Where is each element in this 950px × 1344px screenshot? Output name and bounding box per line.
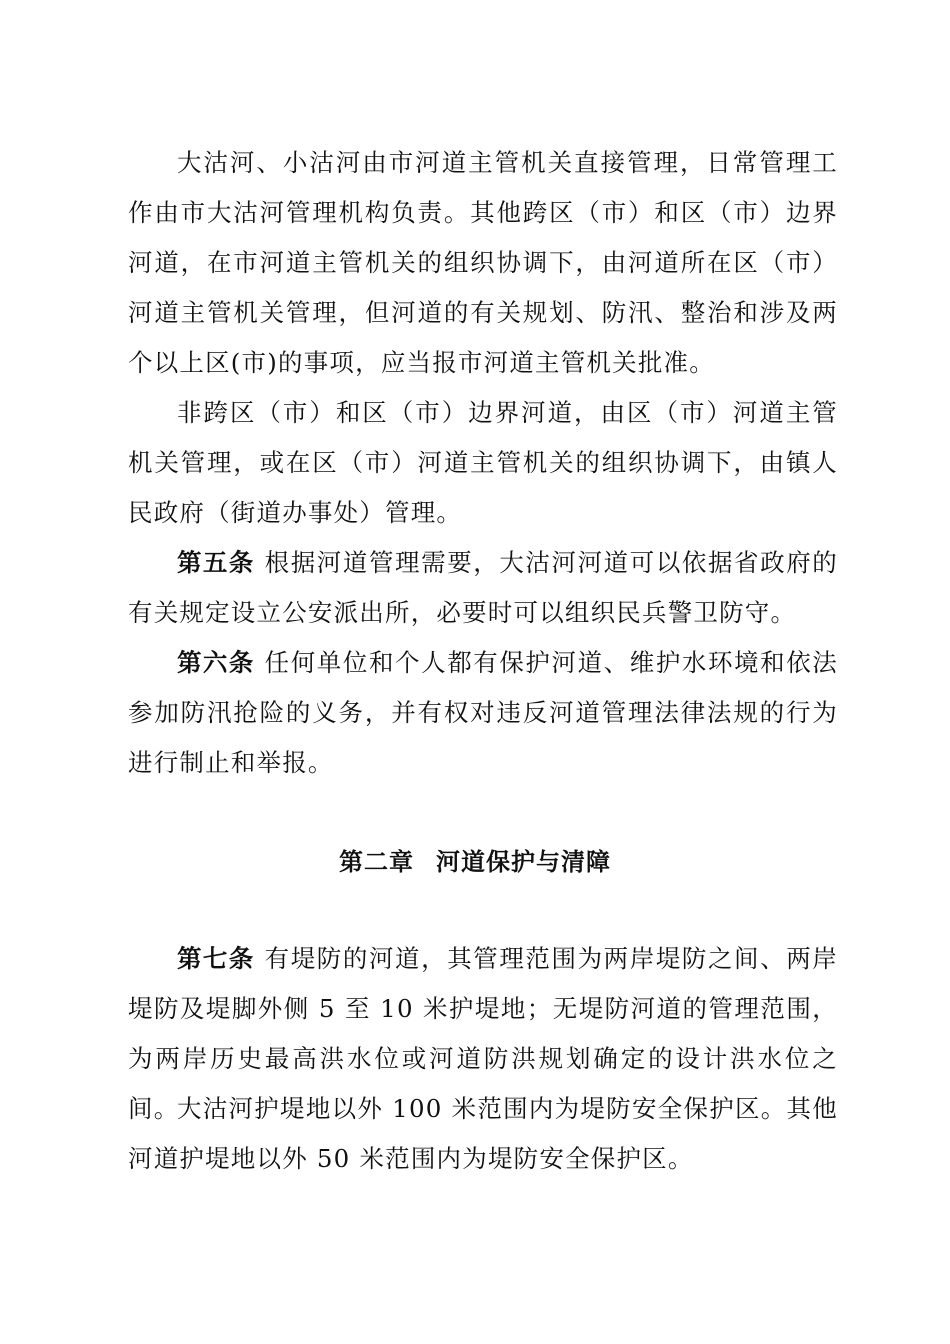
paragraph-text: 大沽河护堤地以外 100 米范围内为堤防安全保护区。其他河道护堤地以外 50 米范围内为堤防安全保护区。 (128, 1094, 838, 1173)
article-text: 有堤防的河道，其管理范围为两岸堤防之间、两岸堤防及堤脚外侧 5 至 10 米护堤地；无堤防河道的管理范围，为两岸历史最高洪水位或河道防洪规划确定的设计洪水位之间。 (128, 944, 838, 1123)
article-number: 第七条 (177, 944, 255, 973)
article-number: 第六条 (177, 648, 255, 677)
paragraph-jurisdiction-dagu (128, 138, 838, 388)
article-6 (128, 638, 838, 788)
paragraph-non-cross-district (128, 388, 838, 538)
article-text: 任何单位和个人都有保护河道、维护水环境和依法参加防汛抢险的义务，并有权对违反河道管理法律法规的行为进行制止和举报。 (128, 648, 838, 777)
article-text: 根据河道管理需要，大沽河河道可以依据省政府的有关规定设立公安派出所，必要时可以组织民兵警卫防守。 (128, 548, 838, 627)
article-number: 第五条 (177, 548, 255, 577)
chapter-heading (0, 838, 950, 886)
chapter-title: 河道保护与清障 (436, 848, 611, 876)
paragraph-text: 大沽河、小沽河由市河道主管机关直接管理，日常管理工作由市大沽河管理机构负责。其他跨区（市）和区（市）边界河道，在市河道主管机关的组织协调下，由河道所在区（市）河道主管机关管理，但河道的有关规划、防汛、整治和涉及两个以上区(市)的事项，应当报市河道主管机关批准。 (128, 148, 838, 377)
paragraph-protection-zone (128, 1084, 838, 1184)
article-5 (128, 538, 838, 638)
paragraph-text: 非跨区（市）和区（市）边界河道，由区（市）河道主管机关管理，或在区（市）河道主管机关的组织协调下，由镇人民政府（街道办事处）管理。 (128, 398, 838, 527)
chapter-number: 第二章 (339, 848, 414, 876)
